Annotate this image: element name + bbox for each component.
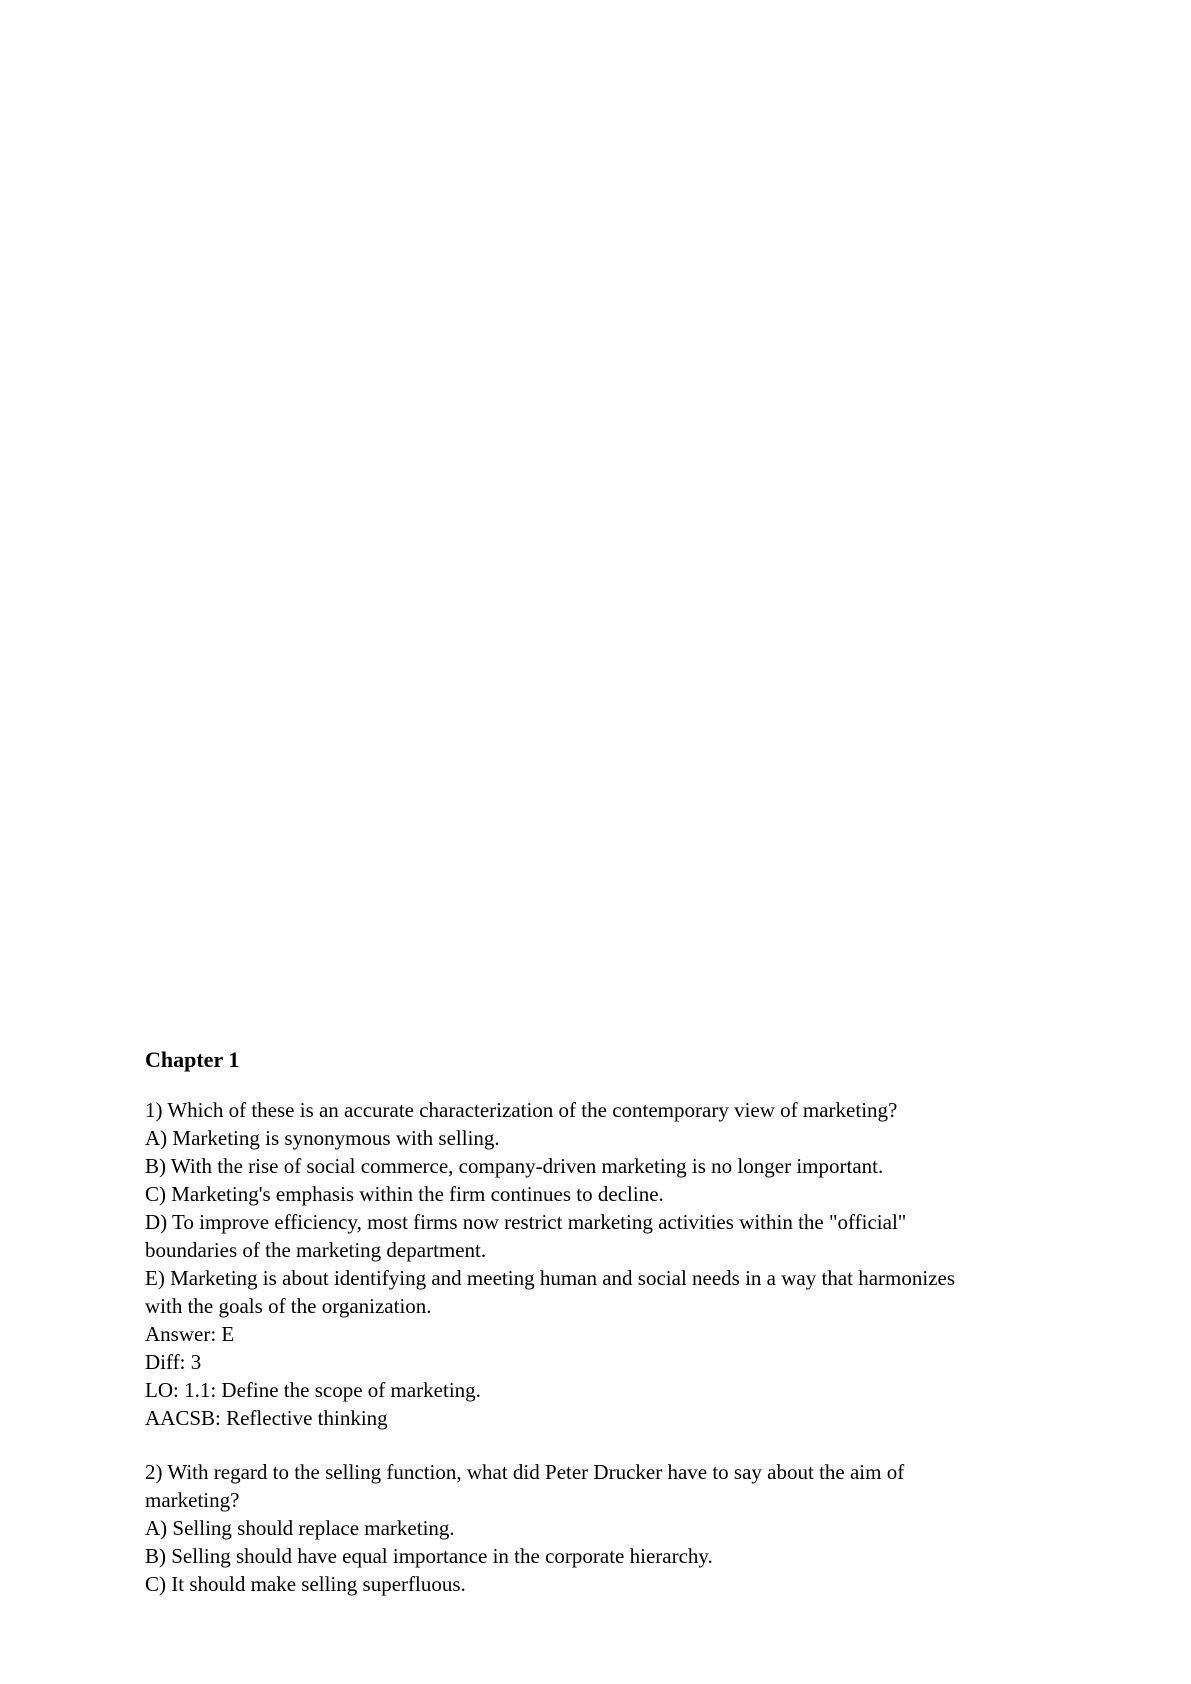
question-1-option-e: E) Marketing is about identifying and meeting human and social needs in a way that harmonizes bbox=[145, 1266, 956, 1290]
question-1-option-d-cont: boundaries of the marketing department. bbox=[145, 1238, 487, 1262]
question-1-stem: 1) Which of these is an accurate characterization of the contemporary view of marketing? bbox=[145, 1098, 898, 1122]
question-2-option-a: A) Selling should replace marketing. bbox=[145, 1516, 455, 1540]
question-1-option-b: B) With the rise of social commerce, company-driven marketing is no longer important. bbox=[145, 1154, 884, 1178]
question-1-option-e-cont: with the goals of the organization. bbox=[145, 1294, 432, 1318]
question-1-option-d: D) To improve efficiency, most firms now restrict marketing activities within the "official" bbox=[145, 1210, 907, 1234]
question-2-stem: 2) With regard to the selling function, what did Peter Drucker have to say about the aim of bbox=[145, 1460, 905, 1484]
question-1-option-c: C) Marketing's emphasis within the firm continues to decline. bbox=[145, 1182, 664, 1206]
question-2-option-c: C) It should make selling superfluous. bbox=[145, 1572, 466, 1596]
question-1 bbox=[145, 1096, 1105, 1432]
page-content bbox=[145, 1046, 1105, 1624]
question-1-answer: Answer: E bbox=[145, 1322, 235, 1346]
question-1-aacsb: AACSB: Reflective thinking bbox=[145, 1406, 388, 1430]
question-1-option-a: A) Marketing is synonymous with selling. bbox=[145, 1126, 500, 1150]
question-2 bbox=[145, 1458, 1105, 1598]
question-2-stem-cont: marketing? bbox=[145, 1488, 240, 1512]
question-2-option-b: B) Selling should have equal importance in the corporate hierarchy. bbox=[145, 1544, 713, 1568]
question-1-learning-objective: LO: 1.1: Define the scope of marketing. bbox=[145, 1378, 481, 1402]
question-1-difficulty: Diff: 3 bbox=[145, 1350, 202, 1374]
chapter-title: Chapter 1 bbox=[145, 1047, 240, 1072]
